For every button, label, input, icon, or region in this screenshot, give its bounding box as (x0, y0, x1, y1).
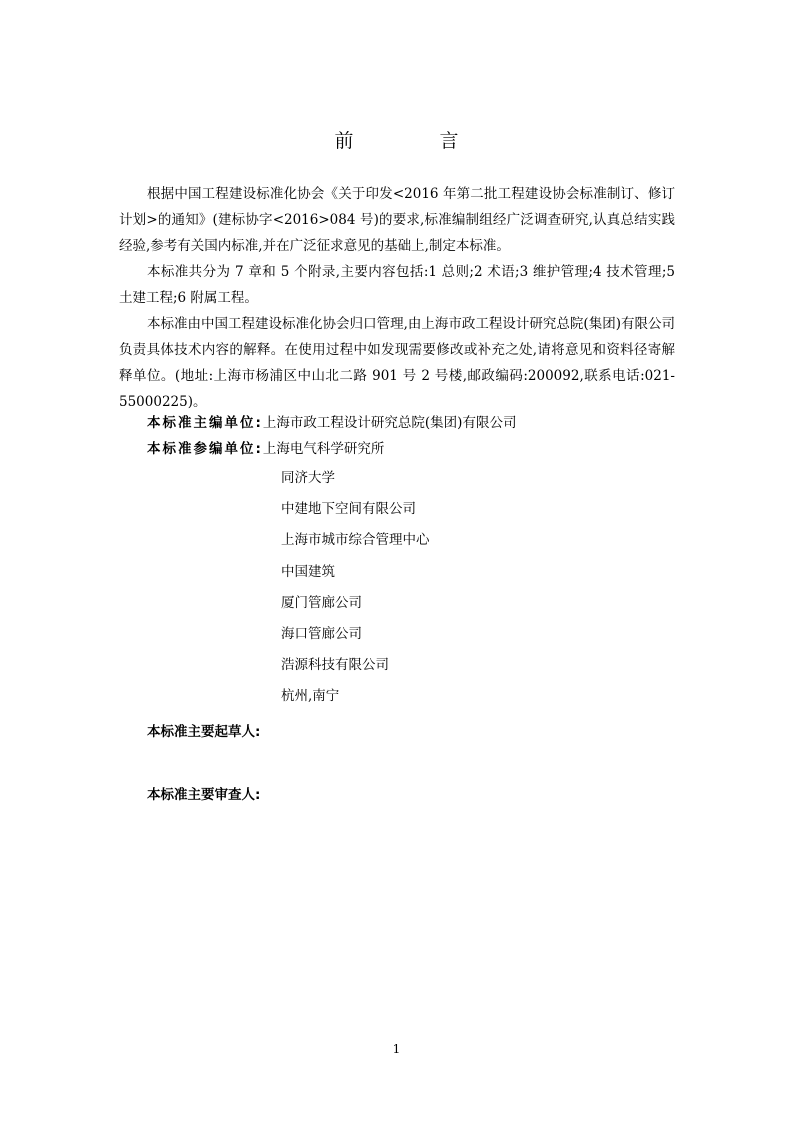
paragraph-management (119, 311, 675, 415)
page-number: 1 (392, 1042, 401, 1056)
paragraph-contents (119, 259, 675, 311)
paragraph-management-text: 本标准由中国工程建设标准化协会归口管理,由上海市政工程设计研究总院(集团)有限公司负责具体技术内容的解释。在使用过程中如发现需要修改或补充之处,请将意见和资料径寄解释单位。(地址:上海市杨浦区中山北二路 901 号 2 号楼,邮政编码:200092,联系电话:021-55000225)。 (119, 316, 675, 410)
co-editor-first: 上海电气科学研究所 (262, 441, 385, 457)
paragraph-basis-text: 根据中国工程建设标准化协会《关于印发<2016 年第二批工程建设协会标准制订、修订计划>的通知》(建标协字<2016>084 号)的要求,标准编制组经广泛调查研究,认真总结实践经验,参考有关国内标准,并在广泛征求意见的基础上,制定本标准。 (119, 186, 675, 254)
co-editor-label: 本标准参编单位: (147, 441, 263, 457)
main-editor-value: 上海市政工程设计研究总院(集团)有限公司 (262, 415, 517, 431)
main-editor-row (147, 410, 516, 436)
co-editor-item: 中建地下空间有限公司 (281, 501, 416, 518)
reviewers-label: 本标准主要审查人: (147, 787, 261, 803)
co-editor-item: 同济大学 (281, 470, 335, 486)
drafters-label: 本标准主要起草人: (147, 724, 261, 740)
main-editor-label: 本标准主编单位: (147, 415, 263, 431)
paragraph-basis (119, 181, 675, 259)
page-title: 前 言 (334, 130, 499, 152)
co-editor-item: 杭州,南宁 (281, 688, 340, 705)
co-editor-list (281, 468, 430, 718)
co-editor-item: 海口管廊公司 (281, 625, 362, 642)
co-editor-item: 中国建筑 (281, 563, 335, 580)
co-editor-item: 上海市城市综合管理中心 (281, 532, 430, 549)
co-editor-item: 厦门管廊公司 (281, 594, 362, 611)
co-editor-row (147, 436, 384, 462)
paragraph-contents-text: 本标准共分为 7 章和 5 个附录,主要内容包括:1 总则;2 术语;3 维护管理;4 技术管理;5 土建工程;6 附属工程。 (119, 264, 675, 306)
co-editor-item: 浩源科技有限公司 (281, 657, 389, 674)
